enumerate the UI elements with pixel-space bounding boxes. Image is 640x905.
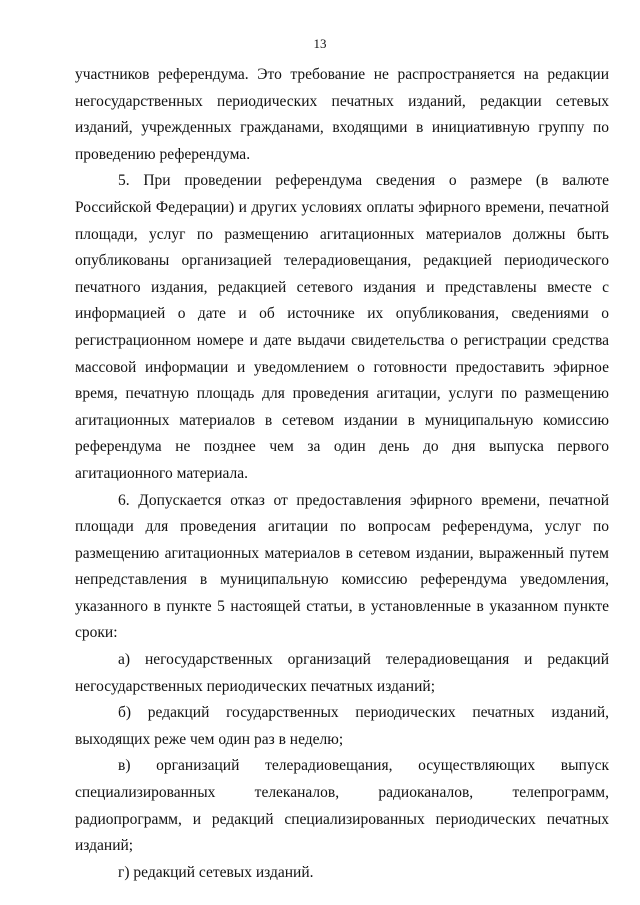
paragraph-item-5: 5. При проведении референдума сведения о размере (в валюте Российской Федерации) и других условиях оплаты эфирного времени, печатной площади, услуг по размещению агитационных материалов должны быть опубликованы организацией телерадиовещания, редакцией периодического печатного издания, редакцией сетевого издания и представлены вместе с информацией о дате и об источнике их опубликования, сведениями о регистрационном номере и дате выдачи свидетельства о регистрации средства массовой информации и уведомлением о готовности предоставить эфирное время, печатную площадь для проведения агитации, услуги по размещению агитационных материалов в сетевом издании в муниципальную комиссию референдума не позднее чем за один день до дня выпуска первого агитационного материала. [75,172,609,482]
subitem-a: а) негосударственных организаций телерадиовещания и редакций негосударственных периодических печатных изданий; [75,651,609,695]
document-body [75,62,609,886]
subitem-g: г) редакций сетевых изданий. [118,863,314,881]
subitem-b: б) редакций государственных периодических печатных изданий, выходящих реже чем один раз в неделю; [75,704,609,748]
subitem-v: в) организаций телерадиовещания, осуществляющих выпуск специализированных телеканалов, радиоканалов, телепрограмм, радиопрограмм, и редакций специализированных периодических печатных изданий; [75,757,609,855]
page-number: 13 [313,36,327,51]
paragraph-item-6: 6. Допускается отказ от предоставления эфирного времени, печатной площади для проведения агитации по вопросам референдума, услуг по размещению агитационных материалов в сетевом издании, выраженный путем непредставления в муниципальную комиссию референдума уведомления, указанного в пункте 5 настоящей статьи, в установленные в указанном пункте сроки: [75,491,609,642]
paragraph-continuation: участников референдума. Это требование не распространяется на редакции негосударственных периодических печатных изданий, редакции сетевых изданий, учрежденных гражданами, входящими в инициативную группу по проведению референдума. [75,66,609,163]
